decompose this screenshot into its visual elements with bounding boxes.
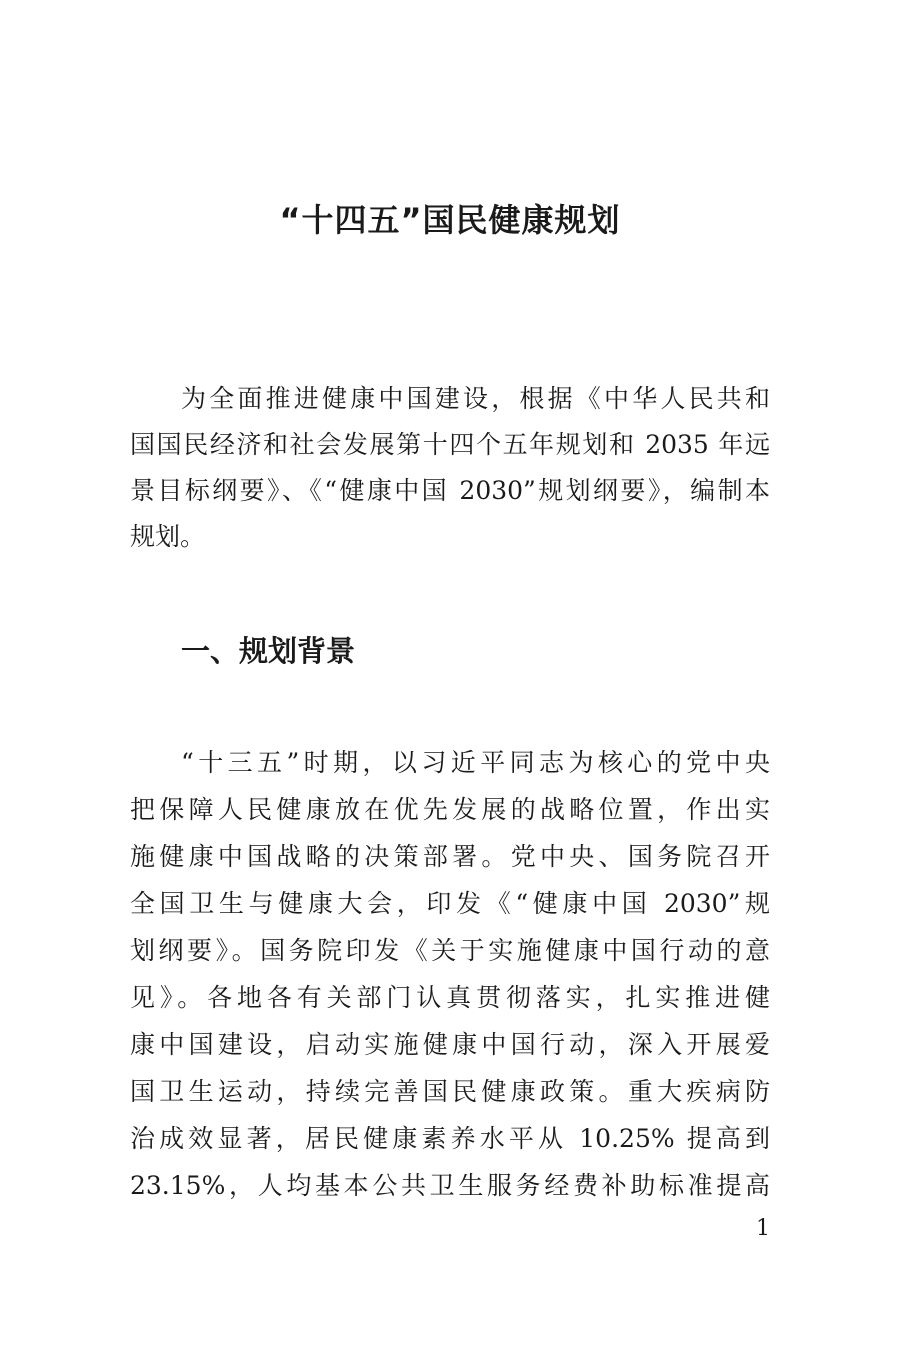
document-title: “十四五”国民健康规划 xyxy=(279,201,621,239)
intro-line: 景目标纲要》、《“健康中国 2030”规划纲要》，编制本 xyxy=(130,476,770,505)
body-line: 康中国建设，启动实施健康中国行动，深入开展爱 xyxy=(130,1030,770,1059)
intro-line: 规划。 xyxy=(130,522,206,551)
body-line: 施健康中国战略的决策部署。党中央、国务院召开 xyxy=(130,842,770,871)
body-line: 治成效显著，居民健康素养水平从 10.25% 提高到 xyxy=(130,1124,770,1153)
body-line: “十三五”时期，以习近平同志为核心的党中央 xyxy=(181,748,770,777)
body-line: 国卫生运动，持续完善国民健康政策。重大疾病防 xyxy=(130,1077,770,1106)
body-line: 见》。各地各有关部门认真贯彻落实，扎实推进健 xyxy=(130,983,770,1012)
body-line: 全国卫生与健康大会，印发《“健康中国 2030”规 xyxy=(130,889,770,918)
intro-line: 为全面推进健康中国建设，根据《中华人民共和 xyxy=(181,384,770,413)
page-number: 1 xyxy=(756,1216,770,1241)
section-heading: 一、规划背景 xyxy=(181,634,356,668)
body-line: 划纲要》。国务院印发《关于实施健康中国行动的意 xyxy=(130,936,770,965)
intro-line: 国国民经济和社会发展第十四个五年规划和 2035 年远 xyxy=(130,430,770,459)
body-line: 把保障人民健康放在优先发展的战略位置，作出实 xyxy=(130,795,770,824)
body-line: 23.15%，人均基本公共卫生服务经费补助标准提高 xyxy=(130,1171,770,1200)
